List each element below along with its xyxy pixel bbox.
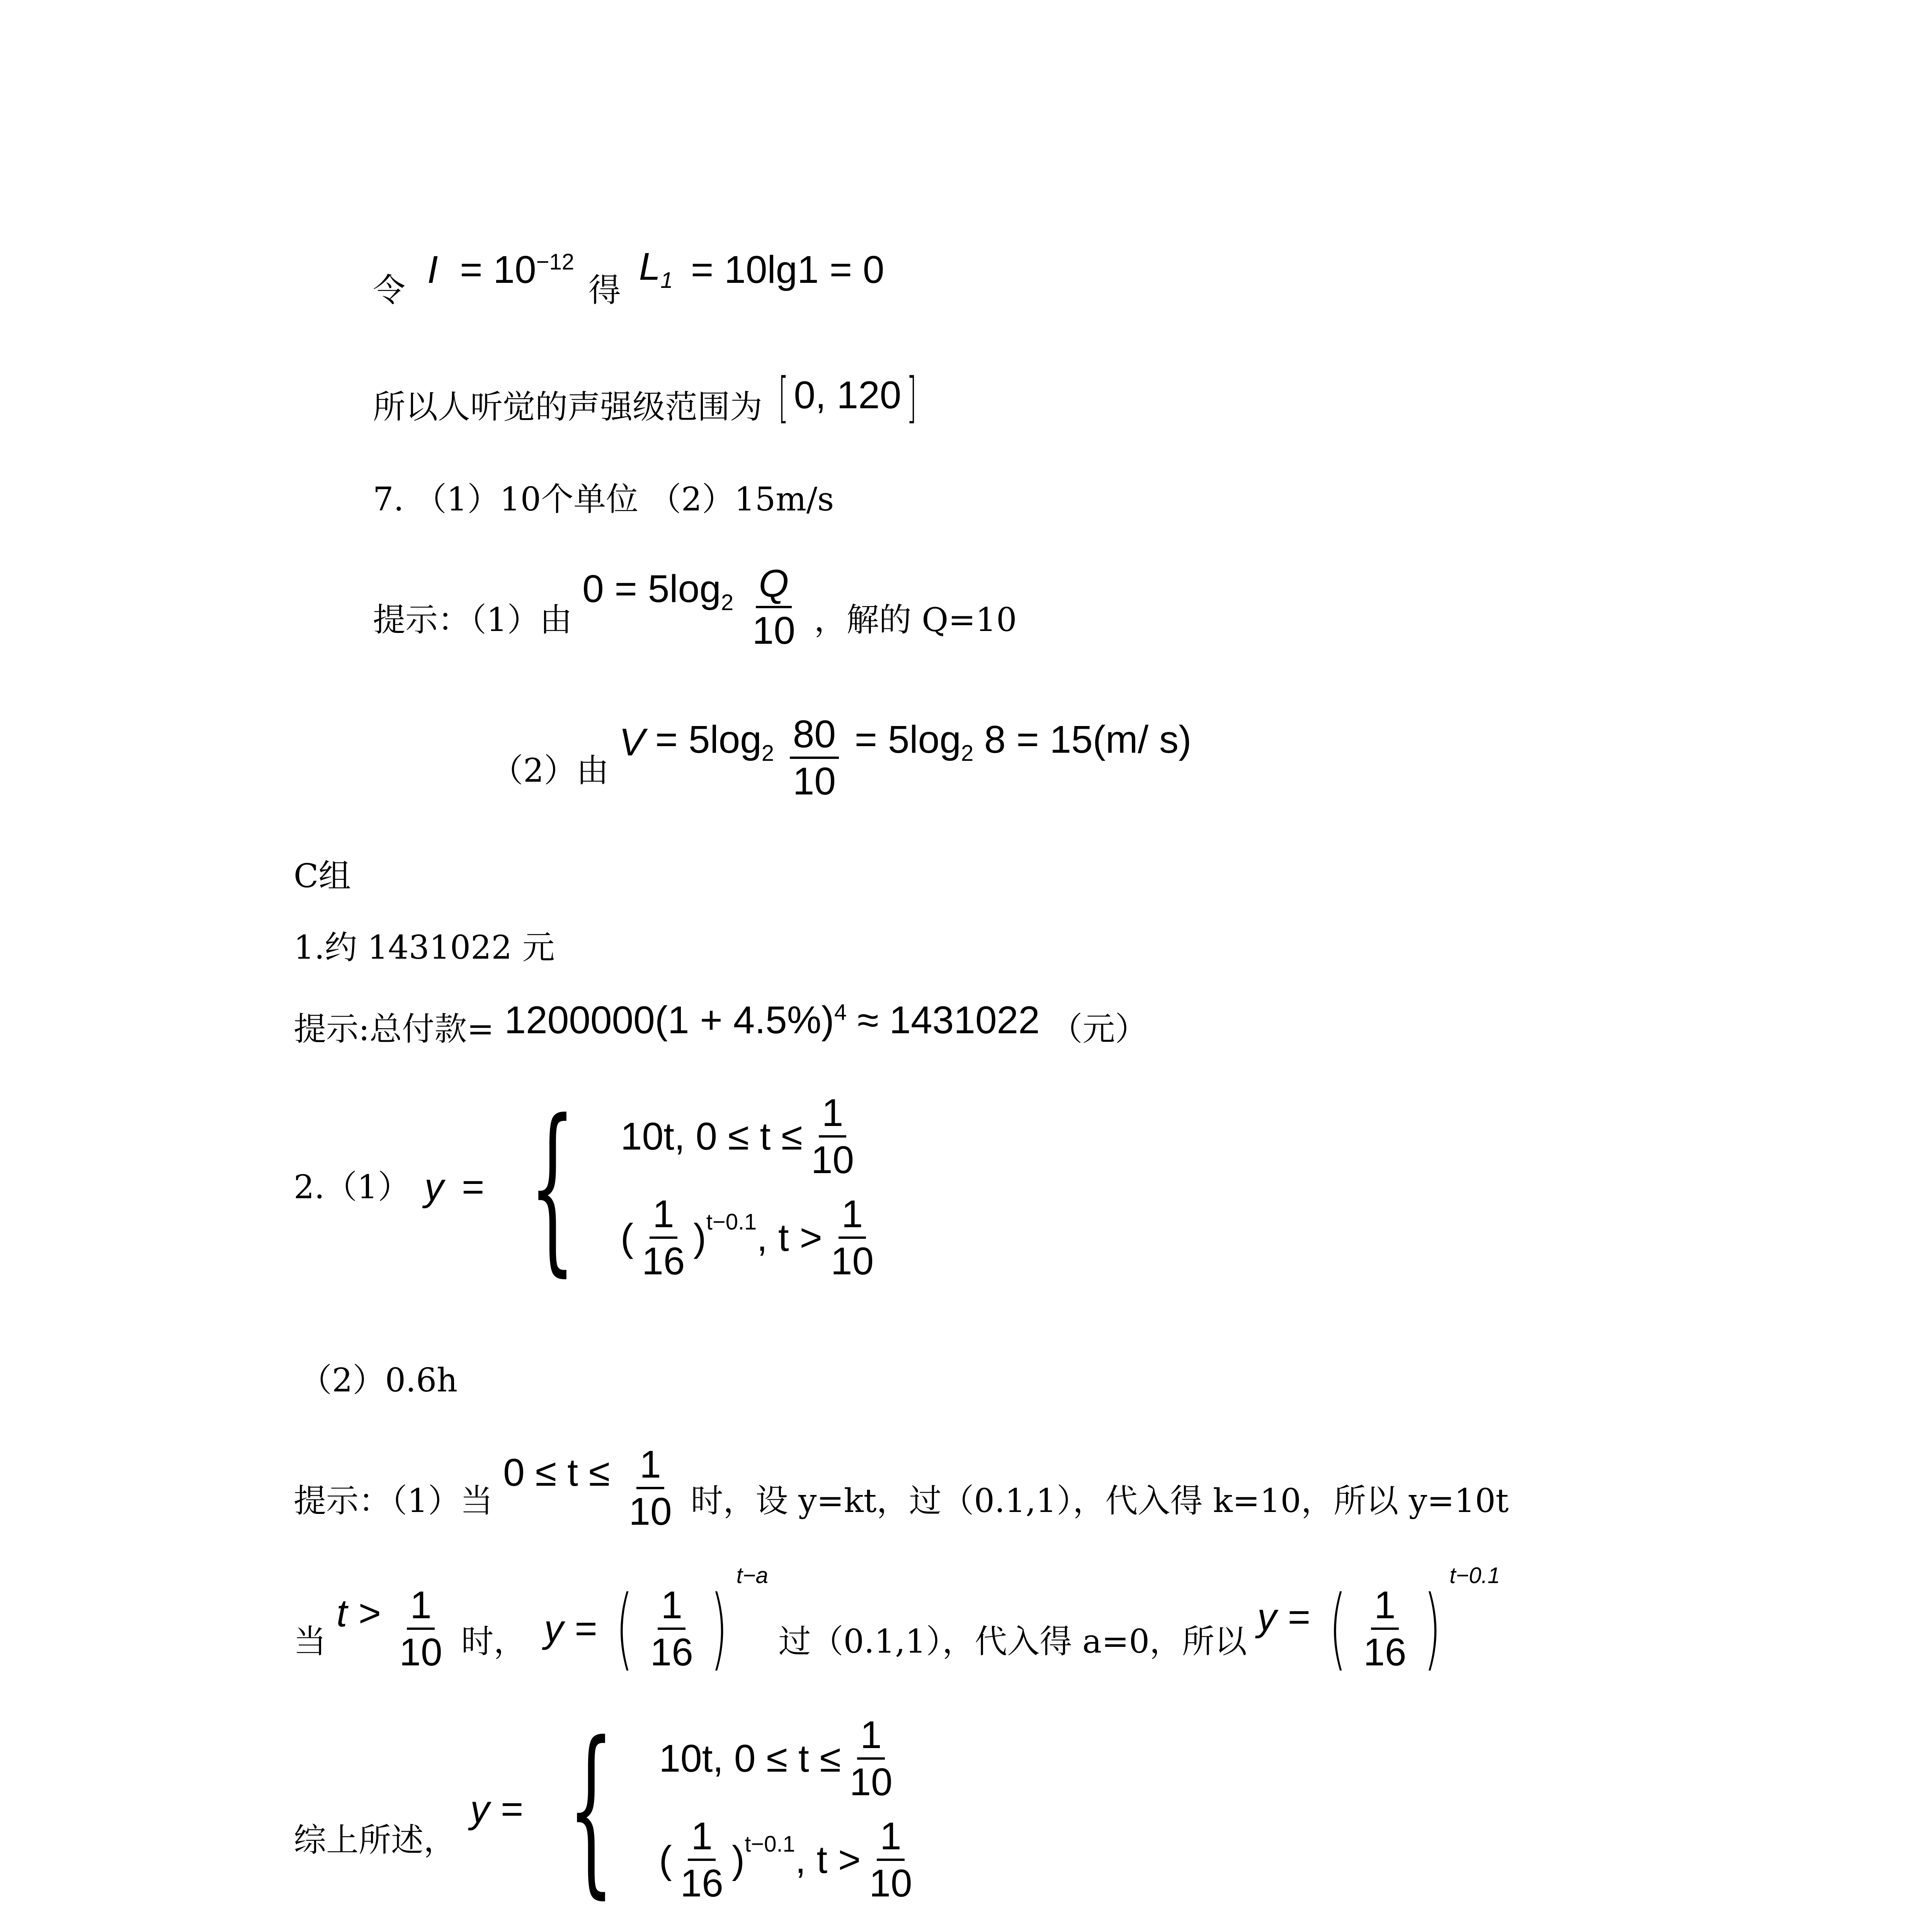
expr-y-eq-3: y = — [470, 1787, 523, 1831]
answer-7: 7. （1）10个单位 （2）15m/s — [373, 480, 834, 518]
fraction-1-10: $\frac{1}{10}$ — [629, 1443, 672, 1533]
expr-eq2: = 10lg1 = 0 — [691, 248, 885, 291]
piecewise-cases-2 — [659, 1713, 920, 1905]
var-v: V — [619, 721, 645, 764]
expr-speed-result: = $5\log_2$ 8 = 15(m/ s) — [854, 718, 1192, 766]
answer-c2-2: （2）0.6h — [299, 1361, 458, 1399]
expr-y-eq-2: y = — [1257, 1595, 1310, 1639]
hint-c1-suffix: （元） — [1050, 1010, 1148, 1048]
expr-log-q: $0 = 5\log_2$ — [582, 567, 734, 615]
case-row-1: 10t, 0 ≤ t ≤ $\frac{1}{10}$ — [620, 1091, 854, 1182]
power-1-16-a: ( $\frac{1}{16}$ )$^{t-a}$ — [616, 1563, 768, 1680]
var-y: y — [424, 1165, 444, 1209]
fraction-80-10: $\frac{80}{10}$ — [790, 715, 839, 801]
hint-7-1-prefix: 提示：（1）由 — [373, 601, 572, 639]
fraction-q-10: $\frac{Q}{10}$ — [752, 562, 796, 652]
line-13-piecewise — [294, 1703, 921, 1915]
line-2 — [373, 366, 922, 429]
expr-range: 0 ≤ t ≤ — [503, 1451, 610, 1494]
expr-eq1: = $10^{-12}$ — [460, 248, 575, 291]
expr-y-eq: y = — [544, 1607, 597, 1650]
text-range-intro: 所以人听觉的声强级范围为 — [373, 388, 763, 426]
expr-t-gt: t > — [336, 1592, 381, 1635]
line-9-piecewise — [294, 1081, 882, 1293]
left-brace-2: { — [568, 1703, 614, 1915]
expr-log-80: = $5\log_2$ — [655, 718, 774, 766]
answer-c2-1-prefix: 2.（1） — [294, 1168, 410, 1206]
case-row-2: ( $\frac{1}{16}$ ) t−0.1 , t > $\frac{1}{10}$ — [620, 1192, 874, 1283]
hint-c2-prefix: 提示：（1）当 — [294, 1482, 493, 1520]
line-10 — [299, 1361, 458, 1399]
case-row-1b: 10t, 0 ≤ t ≤ $\frac{1}{10}$ — [659, 1713, 893, 1804]
line-8 — [294, 998, 1148, 1048]
var-l1: $L_1$ — [639, 245, 673, 293]
power-1-16-b: ( $\frac{1}{16}$ )$^{t-0.1}$ — [1328, 1563, 1500, 1680]
case-row-2b: ( $\frac{1}{16}$ ) t−0.1 , t > $\frac{1}{10}$ — [659, 1815, 912, 1905]
line-4 — [373, 564, 1017, 650]
text-shi: 时， — [461, 1622, 526, 1660]
text-summary: 综上所述， — [294, 1821, 456, 1859]
text-pass-point: 过（0.1,1），代入得 a=0，所以 — [778, 1622, 1247, 1660]
equals: = — [462, 1165, 485, 1209]
expr-total-payment: $1200000(1 + 4.5\%)^4 \approx 1431022$ — [504, 998, 1040, 1042]
var-i: I — [427, 248, 438, 291]
hint-c2-suffix: 时，设 y=kt，过（0.1,1），代入得 k=10，所以 y=10t — [691, 1482, 1509, 1520]
line-7 — [294, 931, 555, 964]
piecewise-cases — [620, 1091, 882, 1283]
left-brace: { — [529, 1081, 576, 1293]
text-dang: 当 — [294, 1622, 327, 1660]
heading-text: C组 — [294, 857, 351, 895]
line-3 — [373, 480, 834, 518]
answer-c1: 1.约 1431022 元 — [294, 929, 555, 966]
text-de: 得 — [588, 271, 621, 309]
line-5 — [491, 715, 1191, 801]
line-11 — [294, 1445, 1509, 1531]
line-1 — [373, 245, 885, 309]
hint-7-1-suffix: ，解的 Q=10 — [814, 601, 1017, 639]
fraction-1-10-b: $\frac{1}{10}$ — [399, 1583, 442, 1674]
hint-7-2-prefix: （2）由 — [491, 752, 609, 789]
text-ling: 令 — [373, 271, 406, 309]
line-12 — [294, 1563, 1500, 1680]
section-c-heading — [294, 857, 351, 895]
range-interval: [ 0, 120] — [778, 366, 917, 429]
hint-c1-prefix: 提示:总付款= — [294, 1010, 494, 1048]
